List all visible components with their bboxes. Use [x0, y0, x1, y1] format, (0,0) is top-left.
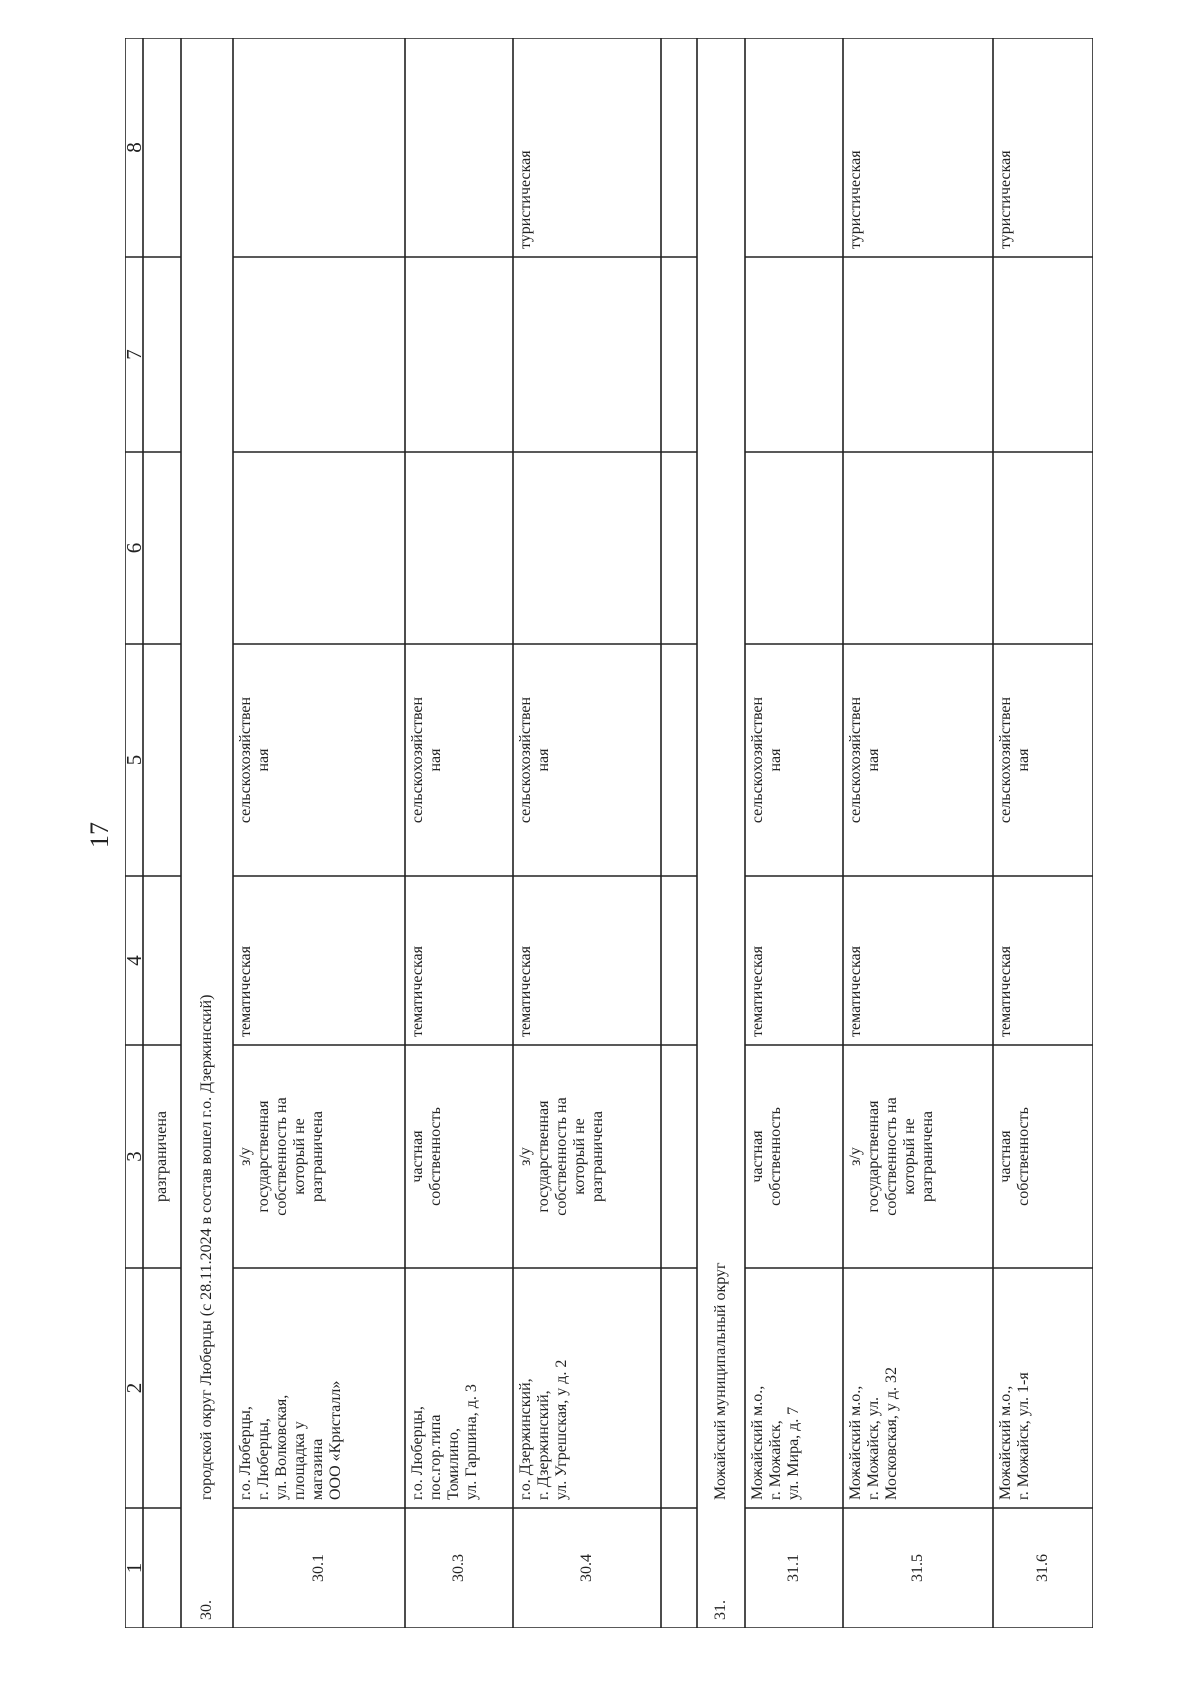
- column-number-header: [121, 1268, 146, 1508]
- cell-text: который не: [571, 1118, 588, 1195]
- cell-text: собственность: [767, 1107, 784, 1206]
- cell-text: з/у: [847, 1147, 864, 1166]
- col7-cell: [745, 257, 843, 452]
- cell-text: пос.гор.типа: [427, 1414, 444, 1500]
- rotated-table: [121, 38, 1093, 1628]
- column-number-header: [121, 1508, 146, 1628]
- col7-cell: [843, 257, 993, 452]
- cell-text: сельскохозяйствен: [847, 696, 864, 824]
- cell-text: 30.3: [450, 1554, 467, 1582]
- cell-text: сельскохозяйствен: [997, 696, 1014, 824]
- page-number: 17: [85, 822, 114, 848]
- type-cell: [233, 876, 405, 1045]
- section-number: [181, 1508, 233, 1628]
- column-number-header: [121, 38, 146, 257]
- row-id: [233, 1508, 405, 1628]
- cell-text: Можайский м.о.,: [847, 1385, 864, 1500]
- cell-text: ная: [767, 748, 784, 772]
- col6-cell: [233, 452, 405, 644]
- cell-text: 8: [121, 142, 146, 153]
- cell-text: 31.6: [1034, 1554, 1051, 1582]
- address-cell: [993, 1268, 1093, 1508]
- cell-text: туристическая: [517, 150, 534, 249]
- cell-text: разграничена: [589, 1110, 606, 1203]
- col7-cell: [513, 257, 661, 452]
- cell-text: Можайский муниципальный округ: [712, 1262, 729, 1500]
- cell-text: 5: [121, 754, 146, 766]
- continuation-cell: [143, 1045, 181, 1268]
- column-number-header: [121, 452, 146, 644]
- cell-text: 30.4: [578, 1554, 595, 1582]
- cell-text: ная: [427, 748, 444, 772]
- cell-text: сельскохозяйствен: [409, 696, 426, 824]
- section-number: [697, 1508, 745, 1628]
- col6-cell: [843, 452, 993, 644]
- specialization-cell: [233, 38, 405, 257]
- cell-text: тематическая: [749, 946, 766, 1037]
- col6-cell: [745, 452, 843, 644]
- purpose-cell: [745, 644, 843, 876]
- cell-text: который не: [901, 1118, 918, 1195]
- row-id: [993, 1508, 1093, 1628]
- cell-text: ная: [255, 748, 272, 772]
- cell-text: туристическая: [847, 150, 864, 249]
- column-number-header: [121, 257, 146, 452]
- specialization-cell: [993, 38, 1093, 257]
- cell-text: собственность на: [273, 1097, 290, 1216]
- cell-text: г. Можайск,: [767, 1420, 784, 1500]
- specialization-cell: [843, 38, 993, 257]
- cell-text: государственная: [255, 1100, 272, 1213]
- ownership-cell: [745, 1045, 843, 1268]
- cell-text: г.о. Дзержинский,: [517, 1378, 534, 1500]
- cell-text: государственная: [865, 1100, 882, 1213]
- address-cell: [513, 1268, 661, 1508]
- cell-text: разграничена: [309, 1110, 326, 1203]
- cell-text: сельскохозяйствен: [237, 696, 254, 824]
- section-title: [697, 38, 745, 1508]
- cell-text: г. Люберцы,: [255, 1418, 272, 1500]
- cell-text: ная: [1015, 748, 1032, 772]
- type-cell: [513, 876, 661, 1045]
- cell-text: тематическая: [847, 946, 864, 1037]
- row-id: [843, 1508, 993, 1628]
- cell-text: Томилино,: [445, 1427, 462, 1500]
- cell-text: Можайский м.о.,: [749, 1385, 766, 1500]
- cell-text: который не: [291, 1118, 308, 1195]
- col7-cell: [405, 257, 513, 452]
- cell-text: Московская, у д. 32: [883, 1367, 900, 1500]
- cell-text: магазина: [309, 1438, 326, 1500]
- cell-text: частная: [409, 1130, 426, 1183]
- col7-cell: [993, 257, 1093, 452]
- cell-text: г. Можайск, ул. 1-я: [1015, 1372, 1032, 1500]
- cell-text: 1: [121, 1562, 146, 1574]
- cell-text: ная: [535, 748, 552, 772]
- cell-text: ул. Угрешская, у д. 2: [553, 1359, 570, 1500]
- row-id: [405, 1508, 513, 1628]
- cell-text: собственность: [1015, 1107, 1032, 1206]
- cell-text: з/у: [517, 1147, 534, 1166]
- cell-text: 31.: [712, 1600, 729, 1620]
- cell-text: 30.1: [310, 1554, 327, 1582]
- type-cell: [993, 876, 1093, 1045]
- type-cell: [745, 876, 843, 1045]
- col6-cell: [405, 452, 513, 644]
- ownership-cell: [843, 1045, 993, 1268]
- cell-text: 30.: [198, 1600, 215, 1620]
- cell-text: 7: [121, 349, 146, 360]
- ownership-cell: [233, 1045, 405, 1268]
- cell-text: государственная: [535, 1100, 552, 1213]
- purpose-cell: [513, 644, 661, 876]
- cell-text: 4: [121, 955, 146, 966]
- type-cell: [843, 876, 993, 1045]
- cell-text: собственность на: [883, 1097, 900, 1216]
- cell-text: 6: [121, 542, 146, 554]
- ownership-cell: [513, 1045, 661, 1268]
- row-id: [745, 1508, 843, 1628]
- col6-cell: [993, 452, 1093, 644]
- cell-text: г. Дзержинский,: [535, 1390, 552, 1500]
- ownership-cell: [405, 1045, 513, 1268]
- cell-text: з/у: [237, 1147, 254, 1166]
- section-title: [181, 38, 233, 1508]
- cell-text: частная: [749, 1130, 766, 1183]
- cell-text: 31.5: [909, 1554, 926, 1582]
- specialization-cell: [405, 38, 513, 257]
- ownership-cell: [993, 1045, 1093, 1268]
- cell-text: г.о. Люберцы,: [237, 1406, 254, 1500]
- cell-text: сельскохозяйствен: [749, 696, 766, 824]
- purpose-cell: [993, 644, 1093, 876]
- cell-text: ул. Мира, д. 7: [785, 1406, 802, 1500]
- cell-text: городской округ Люберцы (с 28.11.2024 в состав вошел г.о. Дзержинский): [198, 994, 215, 1500]
- cell-text: тематическая: [409, 946, 426, 1037]
- cell-text: тематическая: [237, 946, 254, 1037]
- address-cell: [405, 1268, 513, 1508]
- row-id: [513, 1508, 661, 1628]
- purpose-cell: [405, 644, 513, 876]
- cell-text: тематическая: [517, 946, 534, 1037]
- cell-text: ул. Волковская,: [273, 1394, 290, 1500]
- cell-text: сельскохозяйствен: [517, 696, 534, 824]
- table-cells: [121, 38, 1093, 1628]
- cell-text: 3: [121, 1151, 146, 1162]
- cell-text: ная: [865, 748, 882, 772]
- column-number-header: [121, 644, 146, 876]
- cell-text: Можайский м.о.,: [997, 1385, 1014, 1500]
- cell-text: 31.1: [785, 1554, 802, 1582]
- cell-text: разграничена: [153, 1110, 170, 1203]
- column-number-header: [121, 876, 146, 1045]
- cell-text: тематическая: [997, 946, 1014, 1037]
- column-number-header: [121, 1045, 146, 1268]
- purpose-cell: [843, 644, 993, 876]
- specialization-cell: [513, 38, 661, 257]
- purpose-cell: [233, 644, 405, 876]
- cell-text: ООО «Кристалл»: [327, 1380, 344, 1500]
- specialization-cell: [745, 38, 843, 257]
- cell-text: собственность на: [553, 1097, 570, 1216]
- type-cell: [405, 876, 513, 1045]
- cell-text: туристическая: [997, 150, 1014, 249]
- cell-text: 2: [121, 1382, 146, 1394]
- cell-text: г. Можайск, ул.: [865, 1396, 882, 1500]
- cell-text: разграничена: [919, 1110, 936, 1203]
- address-cell: [843, 1268, 993, 1508]
- address-cell: [233, 1268, 405, 1508]
- cell-text: частная: [997, 1130, 1014, 1183]
- address-cell: [745, 1268, 843, 1508]
- cell-text: площадка у: [291, 1421, 308, 1500]
- col6-cell: [513, 452, 661, 644]
- cell-text: собственность: [427, 1107, 444, 1206]
- cell-text: ул. Гаршина, д. 3: [463, 1384, 480, 1500]
- col7-cell: [233, 257, 405, 452]
- cell-text: г.о. Люберцы,: [409, 1406, 426, 1500]
